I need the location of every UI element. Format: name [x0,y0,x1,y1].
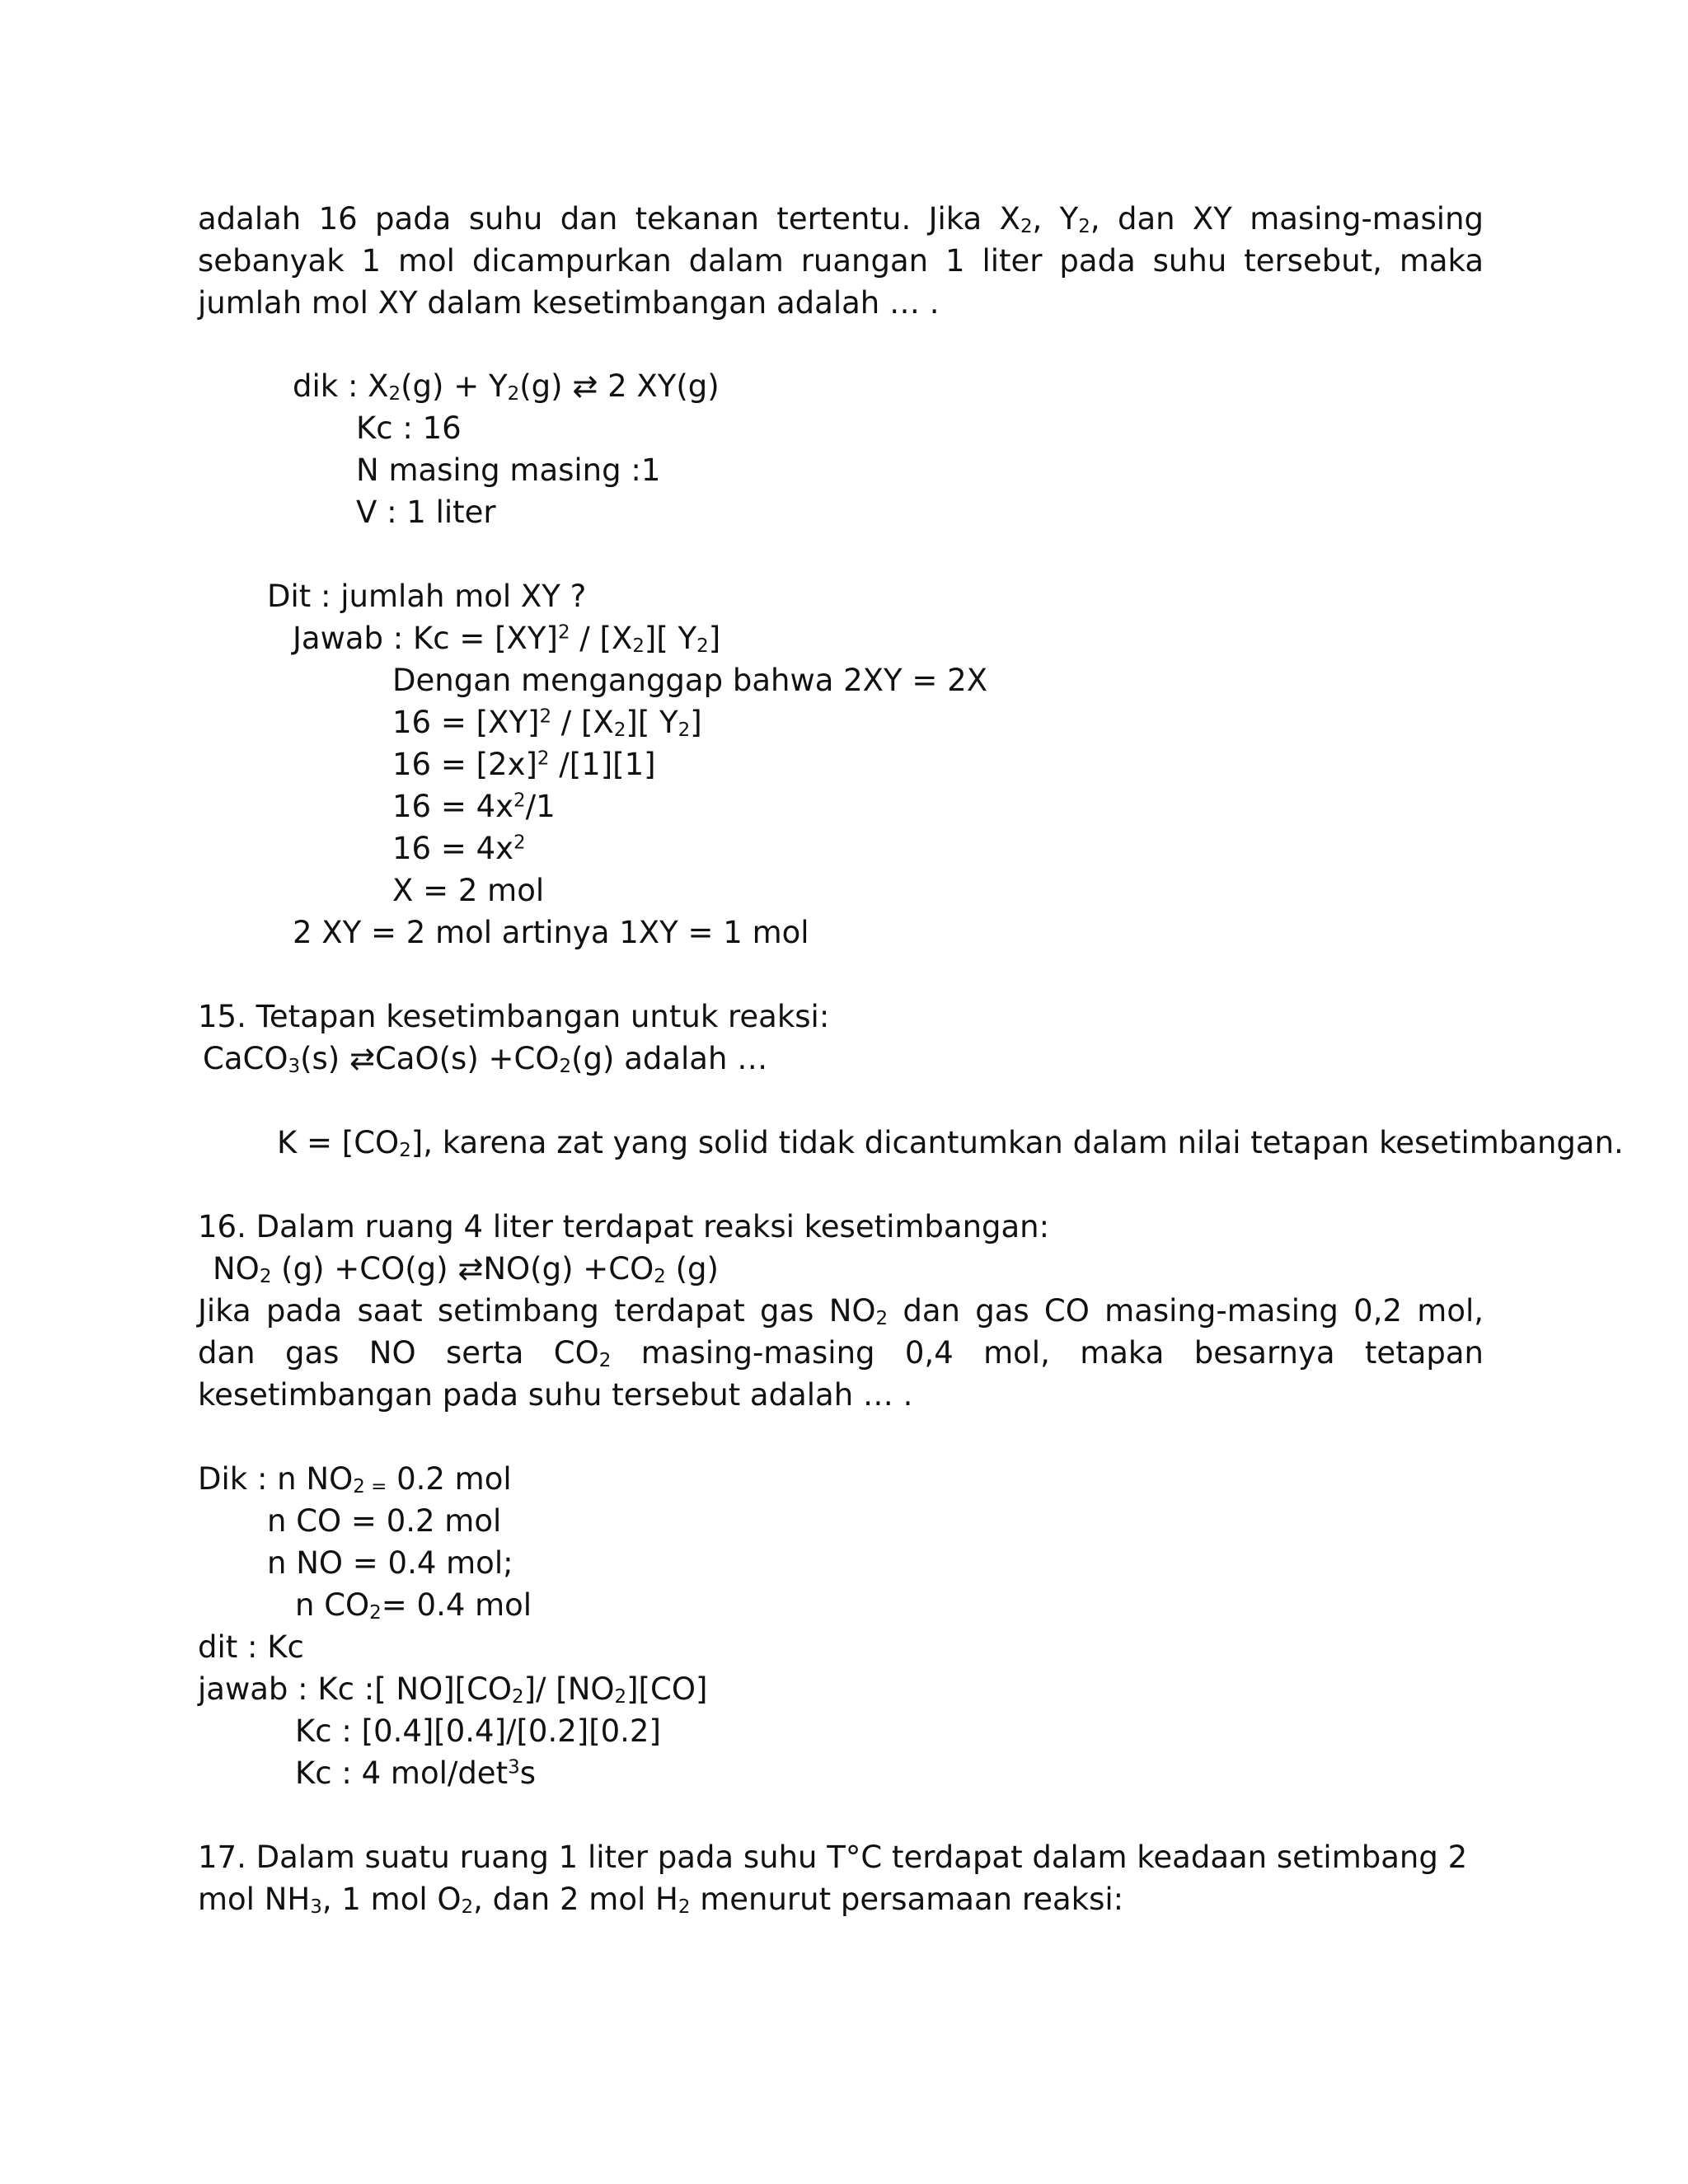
q16-dik4: n $CO_2= 0.4$ mol [295,1587,532,1624]
q14-dik: dik : $X_2(g) + Y_2(g)$ ⇄ 2 XY(g) [293,368,720,405]
q16-dik1: Dik : n $NO_{2 =}$ 0.2 mol [198,1461,512,1498]
q14-kc: Kc : 16 [356,410,462,446]
q14-step4: $16 = 4x^2/1$ [392,789,556,824]
q16-reaction: $NO_2$ (g) +CO(g) ⇄NO(g) $+CO_2$ (g) [213,1251,719,1288]
q16-dik2: n CO = 0.2 mol [267,1503,502,1539]
q16-kc2: Kc : 4 mol/$\det^3s$ [295,1755,536,1791]
q14-step1: Dengan menganggap bahwa 2XY = 2X [392,663,988,698]
q14-step5: $16 = 4x^2$ [392,831,526,866]
q15-answer: $K = [CO_2]$, karena zat yang solid tidak dicantumkan dalam nilai tetapan kesetimbangan. [277,1125,1624,1162]
q14-step6: X = 2 mol [392,873,545,908]
q16-kc1: Kc : [0.4][0.4]/[0.2][0.2] [295,1713,661,1749]
q14-step2: $16 = [XY]^2 / [X_2]$[ $Y_2$] [392,705,702,742]
q16-question: 16. Dalam ruang 4 liter terdapat reaksi kesetimbangan: [198,1209,1050,1244]
q16-jawab: jawab : Kc :[ $NO][CO_2]/$ $[NO_2][CO]$ [198,1671,708,1708]
q14-jawab: Jawab : $Kc = [XY]^2 / [X_2]$[ $Y_2$] [293,621,721,658]
q16-dik3: n NO = 0.4 mol; [267,1545,513,1581]
q17-line1: 17. Dalam suatu ruang 1 liter pada suhu T°C terdapat dalam keadaan setimbang 2 [198,1840,1468,1875]
q16-body: Jika pada saat setimbang terdapat gas $NO_2$ dan gas CO masing-masing 0,2 mol, dan gas NO serta $CO_2$ masing-masing 0,4 mol, maka besarnya tetapan kesetimbangan pada suhu tersebut adalah … . [198,1293,1484,1413]
q15-question: 15. Tetapan kesetimbangan untuk reaksi: [198,999,830,1034]
q14-step3: $16 = [2x]^2$ /[1][1] [392,747,656,782]
q16-dit: dit : Kc [198,1629,304,1665]
q14-n: N masing masing :1 [356,452,661,488]
q14-v: V : 1 liter [356,494,496,530]
q14-step7: 2 XY = 2 mol artinya 1XY = 1 mol [293,915,809,950]
q14-intro: adalah 16 pada suhu dan tekanan tertentu. Jika $X_2$, $Y_2$, dan XY masing-masing sebanyak 1 mol dicampurkan dalam ruangan 1 liter pada suhu tersebut, maka jumlah mol XY dalam kesetimbangan adalah … . [198,201,1484,321]
q17-line2: mol $NH_3$, 1 mol $O_2$, dan 2 mol $H_2$ menurut persamaan reaksi: [198,1882,1124,1919]
q14-dit: Dit : jumlah mol XY ? [267,579,587,614]
q15-reaction: CaCO$_3$(s) ⇄CaO(s) $+CO_2(g)$ adalah … [203,1041,768,1078]
